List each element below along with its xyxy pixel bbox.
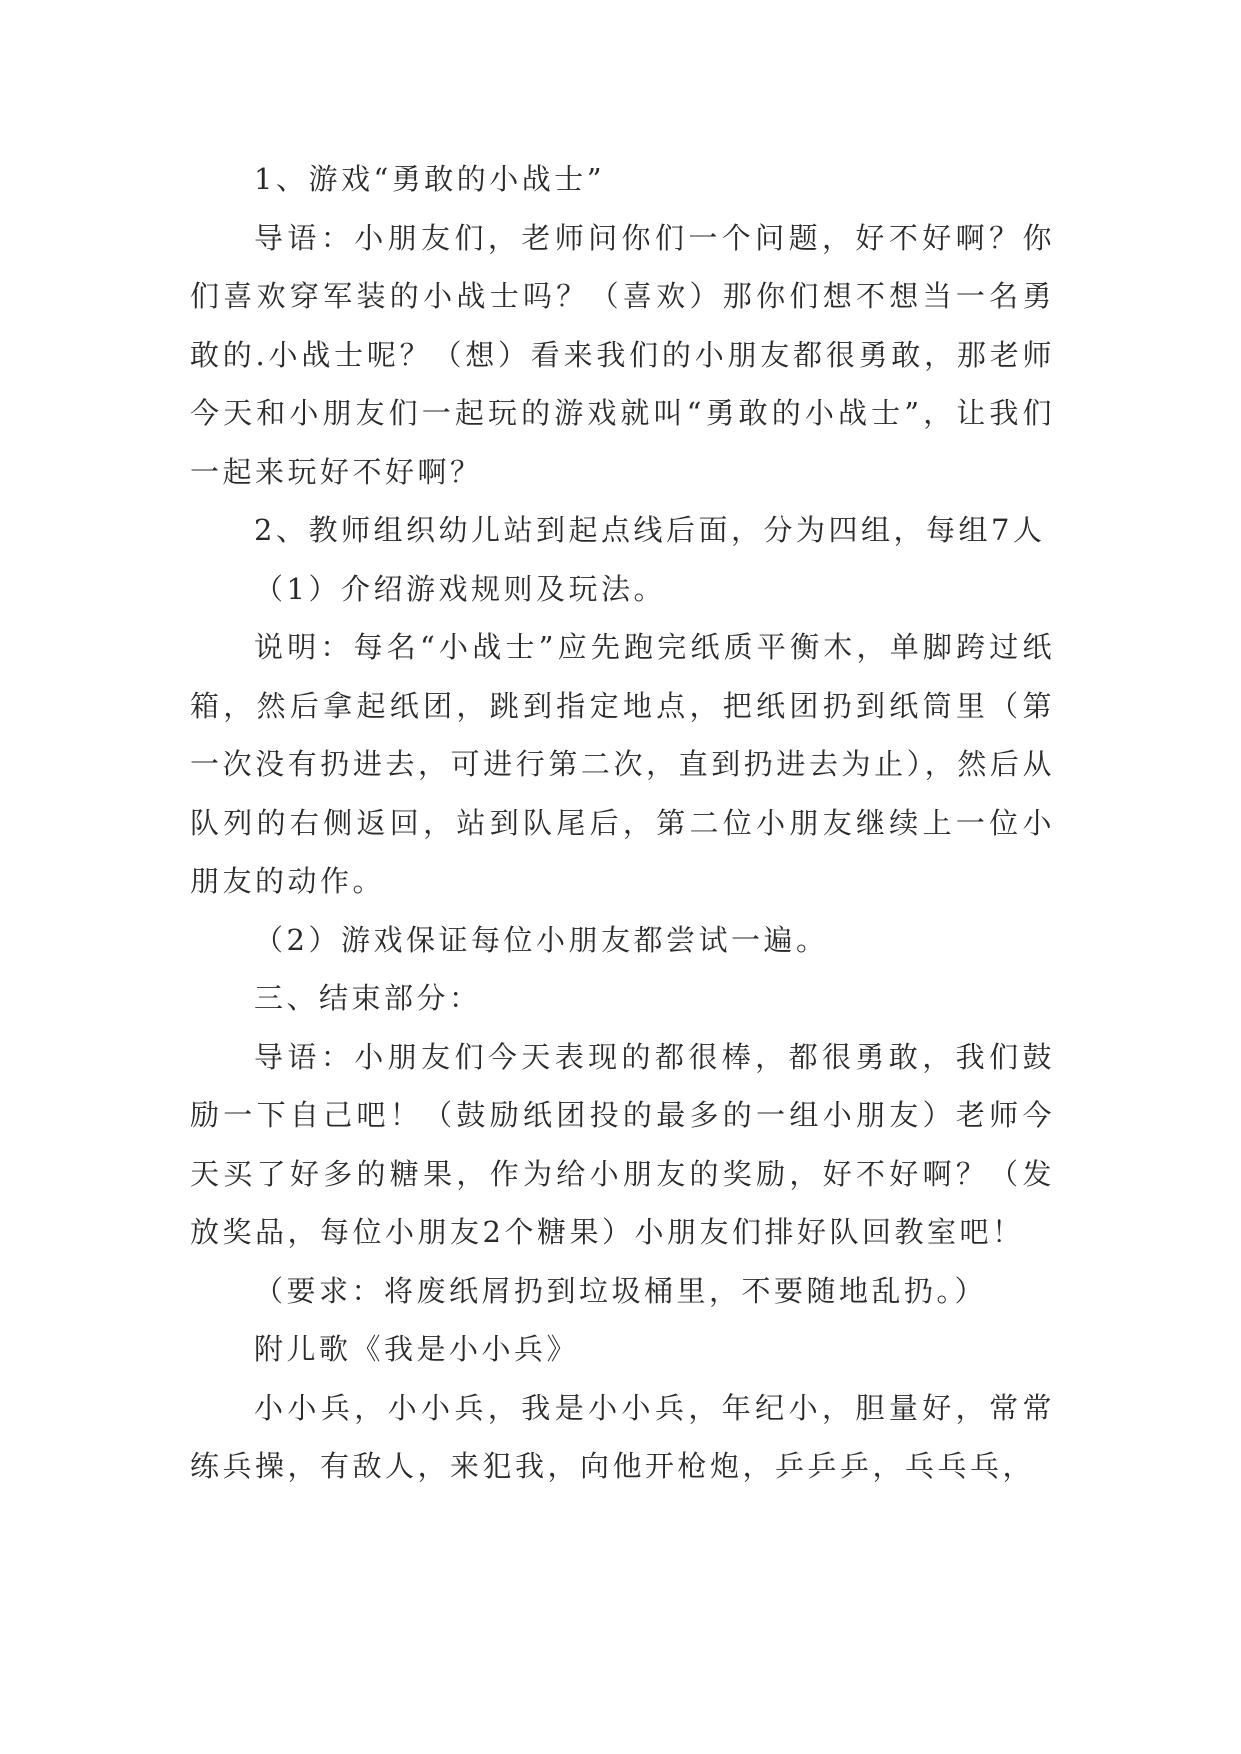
paragraph-requirement: （要求：将废纸屑扔到垃圾桶里，不要随地乱扔。） <box>254 1273 988 1308</box>
paragraph-rules-explanation: 说明：每名“小战士”应先跑完纸质平衡木，单脚跨过纸箱，然后拿起纸团，跳到指定地点，把纸团扔到纸筒里（第一次没有扔进去，可进行第二次，直到扔进去为止），然后从队列的右侧返回，站到队尾后，第二位小朋友继续上一位小朋友的动作。 <box>190 630 1055 898</box>
paragraph-rules-intro: （1）介绍游戏规则及玩法。 <box>254 571 666 606</box>
paragraph-song-title: 附儿歌《我是小小兵》 <box>254 1332 580 1366</box>
document-body <box>190 150 1055 1496</box>
paragraph-song-lyrics: 小小兵，小小兵，我是小小兵，年纪小，胆量好，常常练兵操，有敌人，来犯我，向他开枪炮，乒乒乒，乓乓乓， <box>190 1390 1055 1483</box>
paragraph-everyone-tries: （2）游戏保证每位小朋友都尝试一遍。 <box>254 922 829 957</box>
paragraph-intro-guide: 导语：小朋友们，老师问你们一个问题，好不好啊？你们喜欢穿军装的小战士吗？（喜欢）那你们想不想当一名勇敢的.小战士呢？（想）看来我们的小朋友都很勇敢，那老师今天和小朋友们一起玩的游戏就叫“勇敢的小战士”，让我们一起来玩好不好啊？ <box>190 220 1055 489</box>
paragraph-ending-section: 三、结束部分： <box>254 981 482 1015</box>
paragraph-organize-groups: 2、教师组织幼儿站到起点线后面，分为四组，每组7人 <box>254 513 1046 547</box>
paragraph-ending-guide: 导语：小朋友们今天表现的都很棒，都很勇敢，我们鼓励一下自己吧！（鼓励纸团投的最多的一组小朋友）老师今天买了好多的糖果，作为给小朋友的奖励，好不好啊？（发放奖品，每位小朋友2个糖果）小朋友们排好队回教室吧！ <box>190 1039 1055 1249</box>
paragraph-game-title: 1、游戏“勇敢的小战士” <box>254 162 606 196</box>
